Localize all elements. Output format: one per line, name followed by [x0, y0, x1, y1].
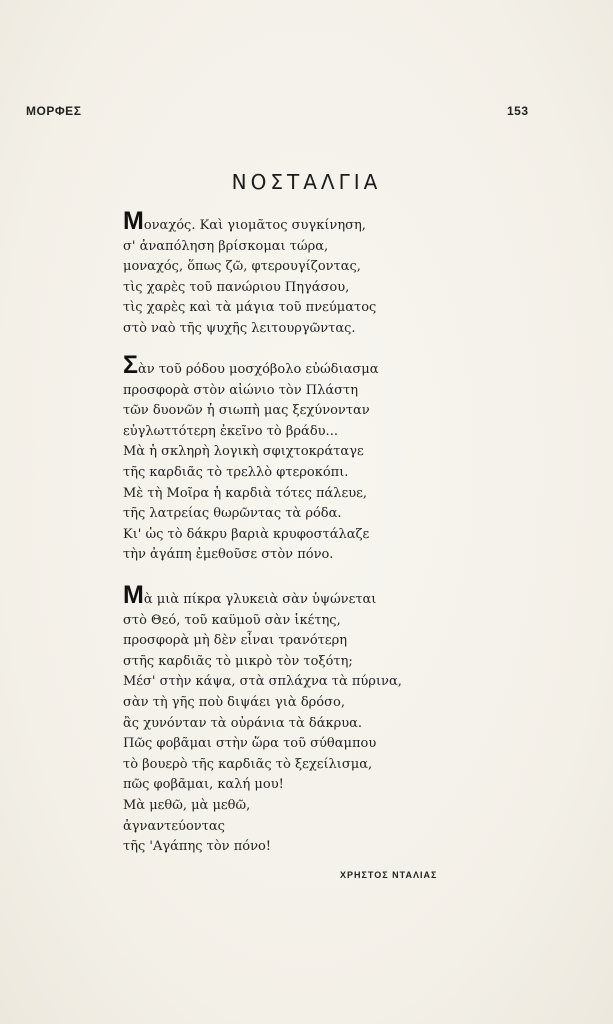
poem-line: στῆς καρδιᾶς τὸ μικρὸ τὸν τοξότη; [123, 653, 353, 669]
poem-line: Μὰ μιὰ πίκρα γλυκειὰ σὰν ὑψώνεται [123, 581, 377, 609]
drop-cap: Μ [123, 581, 144, 609]
poem-line: Μέσ' στὴν κάψα, στὰ σπλάχνα τὰ πύρινα, [123, 674, 402, 690]
poem-title: ΝΟΣΤΑΛΓΙΑ [231, 170, 382, 194]
poem-line: ἂς χυνόνταν τὰ οὐράνια τὰ δάκρυα. [123, 715, 363, 731]
poem-line: προσφορὰ μὴ δὲν εἶναι τρανότερη [123, 633, 348, 649]
stanza-2 [123, 351, 483, 566]
poem-line: στὸ Θεό, τοῦ καϋμοῦ σὰν ἱκέτης, [123, 612, 341, 628]
poem-line: εὐγλωττότερη ἐκεῖνο τὸ βράδυ... [123, 423, 338, 439]
poem-line: τῆς 'Αγάπης τὸν πόνο! [123, 839, 272, 855]
poem-line: Μὲ τὴ Μοῖρα ἡ καρδιὰ τότες πάλευε, [123, 485, 368, 501]
poem-line: τὸ βουερὸ τῆς καρδιᾶς τὸ ξεχείλισμα, [123, 756, 373, 772]
poem-line: Σὰν τοῦ ρόδου μοσχόβολο εὐώδιασμα [123, 351, 379, 379]
stanza-3 [123, 581, 483, 858]
poem-line: τῆς καρδιᾶς τὸ τρελλὸ φτεροκόπι. [123, 464, 349, 480]
poem-line: σὰν τὴ γῆς ποὺ διψάει γιὰ δρόσο, [123, 694, 345, 710]
poem-line: σ' ἀναπόληση βρίσκομαι τώρα, [123, 238, 329, 254]
drop-cap: Μ [123, 207, 144, 235]
poem-line: στὸ ναὸ τῆς ψυχῆς λειτουργῶντας. [123, 320, 356, 336]
poem-line: μοναχός, ὅπως ζῶ, φτερουγίζοντας, [123, 259, 361, 275]
author-signature: ΧΡΗΣΤΟΣ ΝΤΑΛΙΑΣ [340, 870, 438, 880]
poem-line: πῶς φοβᾶμαι, καλή μου! [123, 777, 284, 793]
stanza-1 [123, 207, 483, 340]
poem-line: τὶς χαρὲς τοῦ πανώριου Πηγάσου, [123, 279, 350, 295]
poem-line: Μοναχός. Καὶ γιομᾶτος συγκίνηση, [123, 207, 366, 235]
poem-line: τὴν ἀγάπη ἐμεθοῦσε στὸν πόνο. [123, 547, 334, 563]
poem-line: ἀγναντεύοντας [123, 818, 225, 834]
poem-line: τῶν δυονῶν ἡ σιωπὴ μας ξεχύνονταν [123, 403, 370, 419]
poem-line: τῆς λατρείας θωρῶντας τὰ ρόδα. [123, 506, 342, 522]
journal-name: ΜΟΡΦΕΣ [26, 104, 82, 118]
poem-line: Μὰ ἡ σκληρὴ λογικὴ σφιχτοκράταγε [123, 444, 364, 460]
poem-line: προσφορὰ στὸν αἰώνιο τὸν Πλάστη [123, 382, 358, 398]
poem-line: Πῶς φοβᾶμαι στὴν ὥρα τοῦ σύθαμπου [123, 736, 377, 752]
page-number: 153 [507, 104, 529, 118]
poem-line: Κι' ὡς τὸ δάκρυ βαριὰ κρυφοστάλαζε [123, 526, 370, 542]
poem-line: τὶς χαρὲς καὶ τὰ μάγια τοῦ πνεύματος [123, 300, 377, 316]
drop-cap: Σ [123, 351, 139, 379]
poem-line: Μὰ μεθῶ, μὰ μεθῶ, [123, 797, 251, 813]
